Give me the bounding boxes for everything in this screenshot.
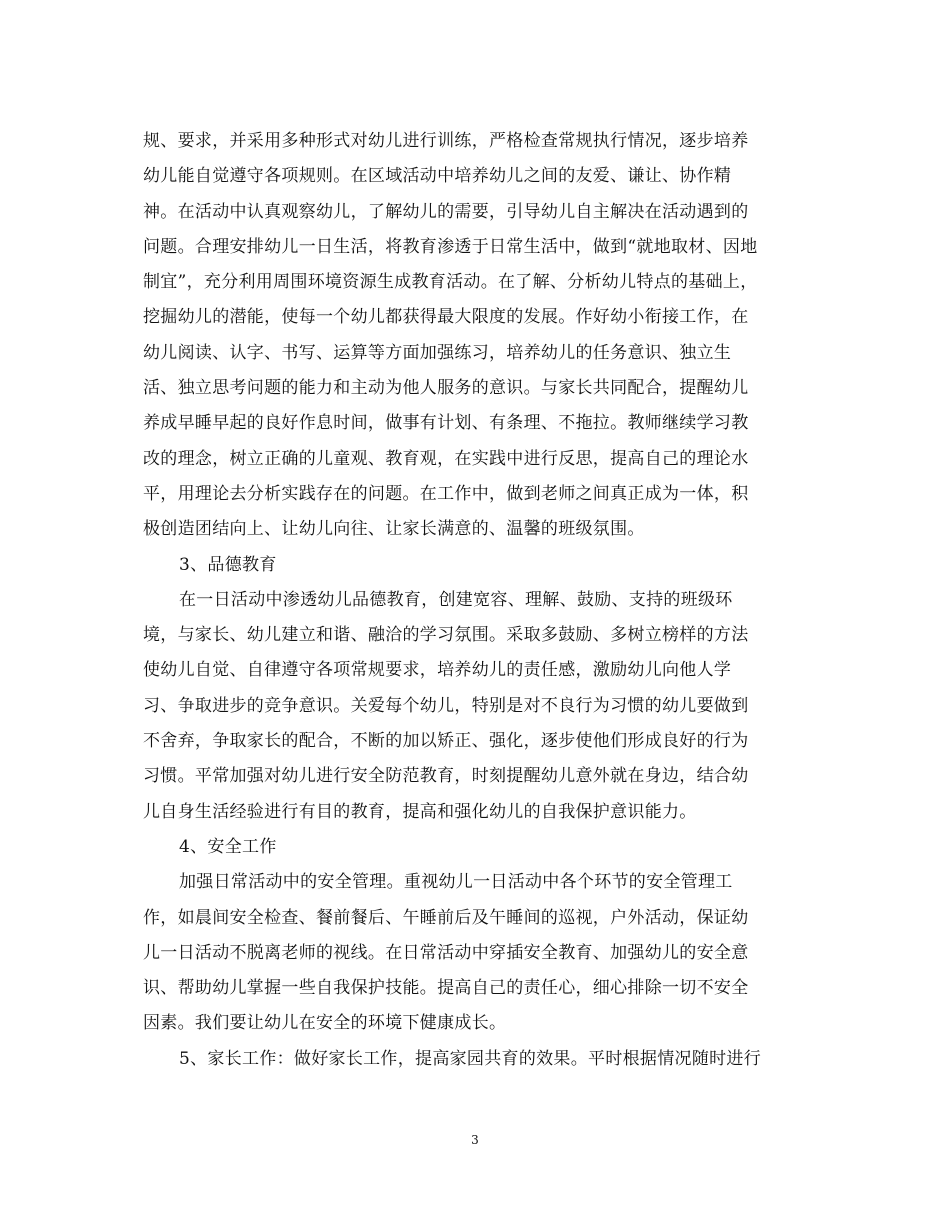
text-line: 幼儿阅读、认字、书写、运算等方面加强练习，培养幼儿的任务意识、独立生 [143, 342, 732, 363]
text-line: 改的理念，树立正确的儿童观、教育观，在实践中进行反思，提高自己的理论水 [143, 448, 749, 469]
text-line: 境，与家长、幼儿建立和谐、融洽的学习氛围。采取多鼓励、多树立榜样的方法 [143, 625, 749, 646]
text-line: 使幼儿自觉、自律遵守各项常规要求，培养幼儿的责任感，激励幼儿向他人学 [143, 660, 732, 681]
text-line: 习惯。平常加强对幼儿进行安全防范教育，时刻提醒幼儿意外就在身边，结合幼 [143, 766, 749, 787]
text-line: 平，用理论去分析实践存在的问题。在工作中，做到老师之间真正成为一体，积 [143, 483, 749, 504]
text-line: 活、独立思考问题的能力和主动为他人服务的意识。与家长共同配合，提醒幼儿 [143, 378, 749, 399]
text-line: 5、家长工作：做好家长工作，提高家园共育的效果。平时根据情况随时进行 [179, 1048, 762, 1069]
text-line: 4、安全工作 [179, 836, 277, 857]
text-line: 习、争取进步的竞争意识。关爱每个幼儿，特别是对不良行为习惯的幼儿要做到 [143, 695, 749, 716]
text-line: 作，如晨间安全检查、餐前餐后、午睡前后及午睡间的巡视，户外活动，保证幼 [143, 907, 749, 928]
text-line: 3、品德教育 [179, 554, 277, 575]
text-line: 因素。我们要让幼儿在安全的环境下健康成长。 [143, 1013, 507, 1034]
text-line: 养成早睡早起的良好作息时间，做事有计划、有条理、不拖拉。教师继续学习教 [143, 413, 749, 434]
text-line: 在一日活动中渗透幼儿品德教育，创建宽容、理解、鼓励、支持的班级环 [179, 589, 733, 610]
text-line: 挖掘幼儿的潜能，使每一个幼儿都获得最大限度的发展。作好幼小衔接工作，在 [143, 307, 749, 328]
text-line: 儿自身生活经验进行有目的教育，提高和强化幼儿的自我保护意识能力。 [143, 801, 697, 822]
text-line: 规、要求，并采用多种形式对幼儿进行训练，严格检查常规执行情况，逐步培养 [143, 131, 749, 151]
text-line: 制宜”，充分利用周围环境资源生成教育活动。在了解、分析幼儿特点的基础上， [143, 272, 758, 293]
text-line: 识、帮助幼儿掌握一些自我保护技能。提高自己的责任心，细心排除一切不安全 [143, 978, 749, 999]
document-body [143, 124, 813, 1077]
text-line: 不舍弃，争取家长的配合，不断的加以矫正、强化，逐步使他们形成良好的行为 [143, 731, 749, 752]
text-line: 问题。合理安排幼儿一日生活，将教育渗透于日常生活中，做到“就地取材、因地 [143, 236, 758, 257]
text-line: 神。在活动中认真观察幼儿，了解幼儿的需要，引导幼儿自主解决在活动遇到的 [143, 201, 749, 222]
text-line: 加强日常活动中的安全管理。重视幼儿一日活动中各个环节的安全管理工 [179, 872, 733, 893]
text-line: 幼儿能自觉遵守各项规则。在区域活动中培养幼儿之间的友爱、谦让、协作精 [143, 166, 732, 187]
text-line: 极创造团结向上、让幼儿向往、让家长满意的、温馨的班级氛围。 [143, 519, 645, 540]
page-number: 3 [471, 1133, 479, 1147]
text-line: 儿一日活动不脱离老师的视线。在日常活动中穿插安全教育、加强幼儿的安全意 [143, 942, 749, 963]
